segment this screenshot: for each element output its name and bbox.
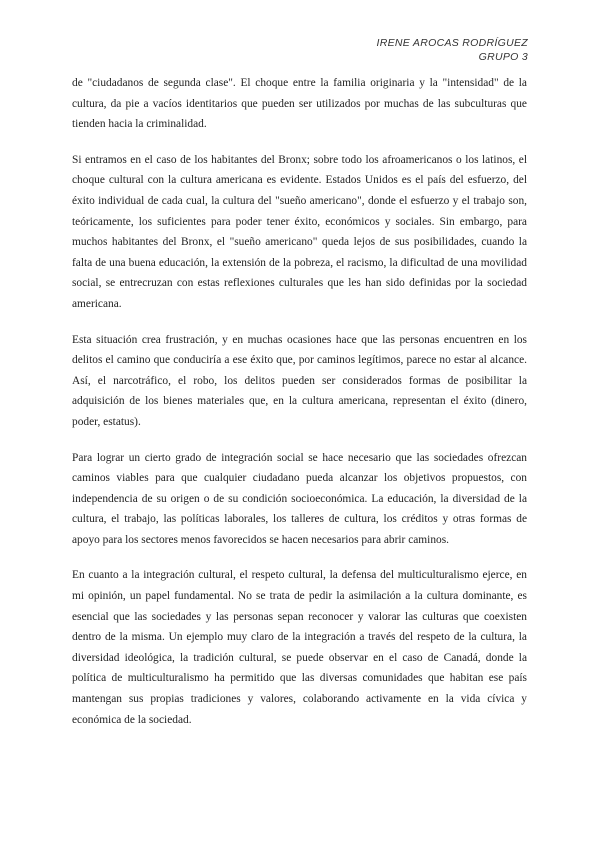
page-header [377, 36, 528, 64]
paragraph: En cuanto a la integración cultural, el respeto cultural, la defensa del multiculturalismo ejerce, en mi opinión, un papel fundamental. No se trata de pedir la asimilación a la cultura dominante, es esencial que las sociedades y las personas sepan reconocer y valorar las culturas que coexisten dentro de la misma. Un ejemplo muy claro de la integración a través del respeto de la cultura, la diversidad ideológica, la tradición cultural, se puede observar en el caso de Canadá, donde la política de multiculturalismo ha permitido que las diversas comunidades que habitan ese país mantengan sus propias tradiciones y valores, colaborando activamente en la vida cívica y económica de la sociedad. [72, 569, 527, 726]
author-name: IRENE AROCAS RODRÍGUEZ [376, 37, 528, 49]
paragraph: de "ciudadanos de segunda clase". El choque entre la familia originaria y la "intensidad" de la cultura, da pie a vacíos identitarios que pueden ser utilizados por muchas de las subculturas que tienden hacia la criminalidad. [72, 77, 527, 131]
document-body [72, 73, 527, 745]
group-label: GRUPO 3 [478, 51, 528, 63]
paragraph: Esta situación crea frustración, y en muchas ocasiones hace que las personas encuentren en los delitos el camino que conduciría a ese éxito que, por caminos legítimos, parece no estar al alcance. Así, el narcotráfico, el robo, los delitos pueden ser considerados formas de posibilitar la adquisición de los bienes materiales que, en la cultura americana, representan el éxito (dinero, poder, estatus). [72, 333, 527, 428]
paragraph: Para lograr un cierto grado de integración social se hace necesario que las sociedades ofrezcan caminos viables para que cualquier ciudadano pueda alcanzar los objetivos propuestos, con independencia de su origen o de su condición socioeconómica. La educación, la diversidad de la cultura, el trabajo, las políticas laborales, los talleres de cultura, los créditos y otras formas de apoyo para los sectores menos favorecidos se hacen necesarios para abrir caminos. [72, 451, 527, 546]
paragraph: Si entramos en el caso de los habitantes del Bronx; sobre todo los afroamericanos o los latinos, el choque cultural con la cultura americana es evidente. Estados Unidos es el país del esfuerzo, del éxito individual de cada cual, la cultura del "sueño americano", donde el esfuerzo y el trabajo son, teóricamente, los suficientes para poder tener éxito, económicos y sociales. Sin embargo, para muchos habitantes del Bronx, el "sueño americano" queda lejos de sus posibilidades, cuando la falta de una buena educación, la extensión de la pobreza, el racismo, la dificultad de una movilidad social, se entrecruzan con estas reflexiones culturales que les han sido definidas por la sociedad americana. [72, 153, 527, 310]
